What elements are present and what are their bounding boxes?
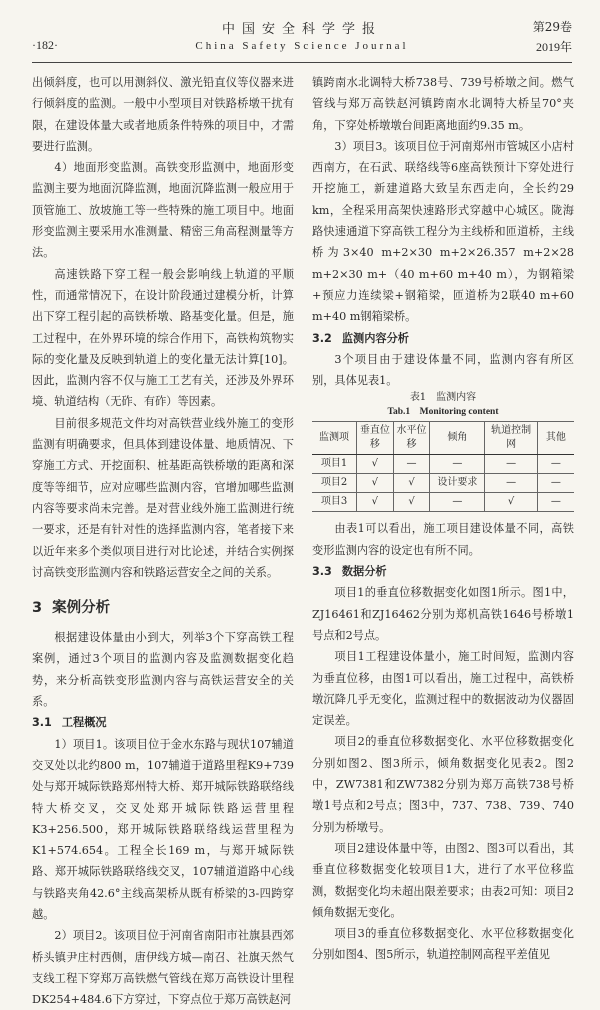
table-cell: 设计要求	[430, 474, 485, 493]
monitoring-content-table	[312, 421, 574, 512]
paragraph: 3个项目由于建设体量不同，监测内容有所区别，具体见表1。	[312, 352, 574, 388]
left-column	[32, 72, 294, 1010]
table-caption-cn: 表1 监测内容	[409, 392, 477, 404]
paragraph: 项目1工程建设体量小，施工时间短，监测内容为垂直位移，由图1可以看出，施工过程中，高铁桥墩沉降几乎无变化，监测过程中的数据波动为仪器固定误差。	[312, 650, 574, 728]
table-header-cell: 轨道控制网	[485, 422, 537, 455]
paragraph: 根据建设体量由小到大，列举3个下穿高铁工程案例，通过3个项目的监测内容及监测数据变化趋势，来分析高铁变形监测内容与高铁运营安全的关系。	[32, 631, 294, 709]
header-rule	[32, 62, 572, 63]
section-title: 案例分析	[52, 600, 111, 617]
subsection-heading-3-3	[312, 561, 574, 582]
section-number: 3	[32, 600, 43, 617]
table-header-cell: 垂直位移	[357, 422, 394, 455]
paragraph: 1）项目1。该项目位于金水东路与现状107辅道交叉处以北约800 m，107辅道于道路里程K9+739处与郑开城际铁路郑州特大桥、郑开城际铁路联络线特大桥交叉，交叉处郑开城际铁路运营里程K3+256.500，郑开城际铁路联络线运营里程为K1+574.654。工程全长169 m，与郑开城际铁路、郑开城际铁路联络线交叉，107辅道道路中心线与铁路夹角42.6°主线高架桥从既有桥梁的3-四跨穿越。	[32, 737, 294, 921]
table-cell: √	[357, 474, 394, 493]
section-title: 监测内容分析	[341, 331, 409, 345]
paragraph: 由表1可以看出，施工项目建设体量不同，高铁变形监测内容的设定也有所不同。	[312, 522, 574, 557]
table-cell: 项目2	[312, 474, 357, 493]
journal-title-cn: 中国安全科学学报	[221, 22, 382, 37]
table-caption-en: Tab.1 Monitoring content	[387, 407, 499, 418]
table-header-cell: 其他	[537, 422, 574, 455]
table-header-cell: 监测项	[312, 422, 357, 455]
paragraph: 出倾斜度，也可以用测斜仪、激光铅直仪等仪器来进行倾斜度的监测。一般中小型项目对铁路桥墩干扰有限，在建设体量大或者地质条件特殊的项目中，才需要进行监测。	[32, 76, 294, 153]
paragraph: 项目1的垂直位移数据变化如图1所示。图1中，ZJ16461和ZJ16462分别为郑机高铁1646号桥墩1号点和2号点。	[312, 586, 574, 642]
table-header-row	[312, 422, 574, 455]
section-heading-3	[32, 595, 294, 621]
section-title: 工程概况	[61, 716, 107, 730]
subsection-heading-3-2	[312, 328, 574, 349]
table-cell: —	[537, 474, 574, 493]
section-number: 3.1	[32, 716, 52, 730]
paragraph: 镇跨南水北调特大桥738号、739号桥墩之间。燃气管线与郑万高铁赵河镇跨南水北调特大桥呈70°夹角，下穿处桥墩墩台间距离地面约9.35 m。	[312, 76, 574, 132]
table-cell: —	[393, 455, 430, 474]
table-cell: √	[485, 493, 537, 512]
table-row	[312, 474, 574, 493]
table-cell: —	[430, 455, 485, 474]
table-row	[312, 493, 574, 512]
table-cell: —	[537, 455, 574, 474]
table-cell: —	[485, 455, 537, 474]
paragraph: 2）项目2。该项目位于河南省南阳市社旗县西郊桥头镇尹庄村西侧，唐伊线方城—南召、社旗天然气支线工程下穿郑万高铁燃气管线在郑万高铁设计里程DK254+484.6下方穿过，下穿点位于郑万高铁赵河	[32, 929, 294, 1007]
table-cell: —	[485, 474, 537, 493]
paragraph: 项目2建设体量中等，由图2、图3可以看出，其垂直位移数据变化较项目1大，进行了水平位移监测，数据变化均未超出限差要求；由表2可知：项目2倾角数据无变化。	[312, 841, 574, 919]
page-number: ·182·	[32, 38, 58, 52]
table-cell: —	[537, 493, 574, 512]
subsection-heading-3-1	[32, 712, 294, 733]
table-header-cell: 水平位移	[393, 422, 430, 455]
paragraph: 3）项目3。该项目位于河南郑州市管城区小店村西南方，在石武、联络线等6座高铁预计下穿处进行开挖施工，新建道路大致呈东西走向，全长约29 km，全程采用高架快速路形式穿越中心城区。陇海路快速通道下穿高铁工程分为主线桥和匝道桥，主线桥为3×40 m+2×30 m+2×26.357 m+2×28 m+2×30 m+（40 m+60 m+40 m），为钢箱梁+预应力连续梁+钢箱梁，匝道桥为2联40 m+60 m+40 m钢箱梁桥。	[312, 139, 574, 324]
table-header-cell: 倾角	[430, 422, 485, 455]
table-cell: √	[357, 455, 394, 474]
table-cell: √	[393, 493, 430, 512]
table-cell: √	[393, 474, 430, 493]
section-title: 数据分析	[341, 565, 387, 579]
year-label: 2019年	[535, 40, 572, 54]
table-cell: √	[357, 493, 394, 512]
table-cell: 项目3	[312, 493, 357, 512]
page-header	[32, 14, 572, 64]
section-number: 3.2	[312, 331, 332, 345]
table-row	[312, 455, 574, 474]
section-number: 3.3	[312, 565, 332, 579]
volume-label: 第29卷	[532, 20, 572, 34]
right-column	[312, 72, 574, 966]
table-cell: 项目1	[312, 455, 357, 474]
paragraph: 项目3的垂直位移数据变化、水平位移数据变化分别如图4、图5所示，轨道控制网高程平差值见	[312, 927, 574, 962]
paragraph: 4）地面形变监测。高铁变形监测中，地面形变监测主要为地面沉降监测，地面沉降监测一般应用于顶管施工、放坡施工等一些特殊的施工项目中。地面形变监测主要采用水准测量、精密三角高程测量等方法。	[32, 161, 294, 260]
table-cell: —	[430, 493, 485, 512]
paragraph: 项目2的垂直位移数据变化、水平位移数据变化分别如图2、图3所示，倾角数据变化见表2。图2中，ZW7381和ZW7382分别为郑万高铁738号桥墩1号点和2号点；图3中，737、738、739、740分别为桥墩号。	[312, 735, 574, 834]
paragraph: 高速铁路下穿工程一般会影响线上轨道的平顺性，而通常情况下，在设计阶段通过建模分析，计算出下穿工程引起的高铁桥墩、路基变化量。但是，施工过程中，在外界环境的综合作用下，高铁构筑物实际的变化量及反映到轨道上的变化量无法计算[10]。因此，监测内容不仅与施工工艺有关，还涉及外界环境、轨道结构（无砟、有砟）等因素。	[32, 267, 294, 409]
journal-title-en: China Safety Science Journal	[195, 40, 409, 52]
paragraph: 目前很多规范文件均对高铁营业线外施工的变形监测有明确要求，但具体到建设体量、地质情况、下穿施工方式、开挖面积、桩基距高铁桥墩的距离和深度等等细节，应对应哪些监测内容，官增加哪些监测内容等要求尚未完善。是对营业线外施工监测进行统一要求，还是有针对性的选择监测内容，笔者接下来以近年来多个类似项目进行对比论述，并结合实例探讨高铁变形监测内容和铁路运营安全之间的关系。	[32, 416, 294, 579]
